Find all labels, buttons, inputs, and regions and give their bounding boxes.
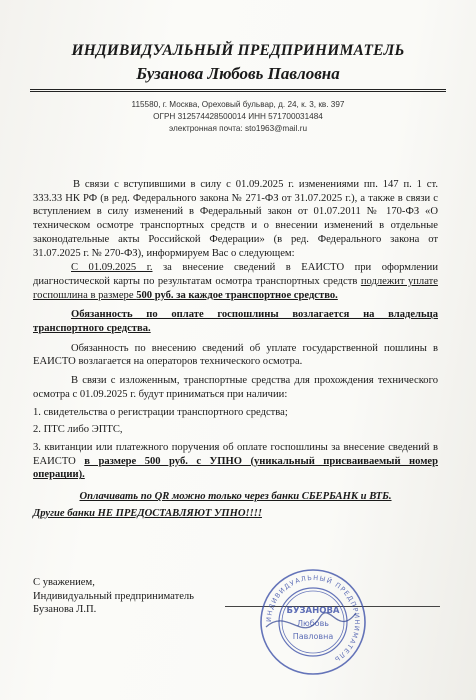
item3-bold: в размере 500 руб. с УПНО (уникальный присваиваемый номер операции).: [33, 455, 439, 481]
fee-amount: 500 руб. за каждое транспортное средство.: [136, 289, 338, 301]
requirement-item-1: 1. свидетельства о регистрации транспортного средства;: [33, 406, 288, 418]
notice-banks: Другие банки НЕ ПРЕДОСТАВЛЯЮТ УПНО!!!!: [33, 507, 262, 519]
paragraph-fee: [33, 261, 438, 302]
header-ogrn-inn: ОГРН 312574428500014 ИНН 571700031484: [153, 112, 323, 121]
item3-text: 3. квитанции или платежного поручения об оплате госпошлины за внесение сведений в ЕАИСТО: [33, 441, 438, 467]
paragraph-obligation-owner: Обязанность по оплате госпошлины возлагается на владельца транспортного средства.: [33, 309, 438, 335]
fee-underline: подлежит уплате госпошлина в размере: [33, 275, 438, 301]
notice-qr: Оплачивать по QR можно только через банки СБЕРБАНК и ВТБ.: [79, 491, 392, 503]
header-address: 115580, г. Москва, Ореховый бульвар, д. 24, к. 3, кв. 397: [131, 100, 345, 109]
intro-paragraph: В связи с вступившими в силу с 01.09.2025 г. изменениями пп. 147 п. 1 ст. 333.33 НК РФ (в ред. Федерального закона № 271-ФЗ от 31.07.2025 г.), а также в связи с вступлением в силу изменений в Федеральный закон от 01.07.2011 № 170-ФЗ «О техническом осмотре транспортных средств и о внесении изменений в отдельные законодательные акты Российской Федерации» (в ред. Федерального закона от 31.07.2025 г. № 270-ФЗ), информируем Вас о следующем:: [33, 179, 438, 259]
signature-block: [33, 576, 194, 617]
requirement-item-3: [33, 441, 438, 482]
stamp-name-2: Любовь: [296, 619, 330, 628]
signature-closing: С уважением,: [33, 577, 95, 588]
header-title: ИНДИВИДУАЛЬНЫЙ ПРЕДПРИНИМАТЕЛЬ: [71, 42, 405, 59]
paragraph-obligation-operator: Обязанность по внесению сведений об уплате государственной пошлины в ЕАИСТО возлагается на операторов технического осмотра.: [33, 342, 438, 368]
header-divider: [30, 89, 446, 92]
stamp-name-3: Павловна: [292, 632, 334, 641]
stamp-name-1: БУЗАНОВА: [286, 606, 340, 616]
fee-date: С 01.09.2025 г.: [71, 262, 153, 274]
stamp-ring-text: ИНДИВИДУАЛЬНЫЙ ПРЕДПРИНИМАТЕЛЬ: [264, 573, 362, 664]
header-email: электронная почта: sto1963@mail.ru: [168, 124, 307, 133]
paragraph-requirements: В связи с изложенным, транспортные средства для прохождения технического осмотра с 01.09.2025 г. будут приниматься при наличии:: [33, 375, 438, 400]
fee-text: за внесение сведений в ЕАИСТО при оформлении диагностической карты по результатам осмотра транспортных средств: [33, 262, 438, 287]
requirement-item-2: 2. ПТС либо ЭПТС,: [33, 424, 123, 436]
signature-title: Индивидуальный предприниматель: [33, 590, 195, 602]
header-name: Бузанова Любовь Павловна: [136, 64, 340, 83]
signature-name: Бузанова Л.П.: [33, 604, 97, 616]
company-stamp: [258, 567, 368, 677]
document-body: [33, 178, 438, 520]
